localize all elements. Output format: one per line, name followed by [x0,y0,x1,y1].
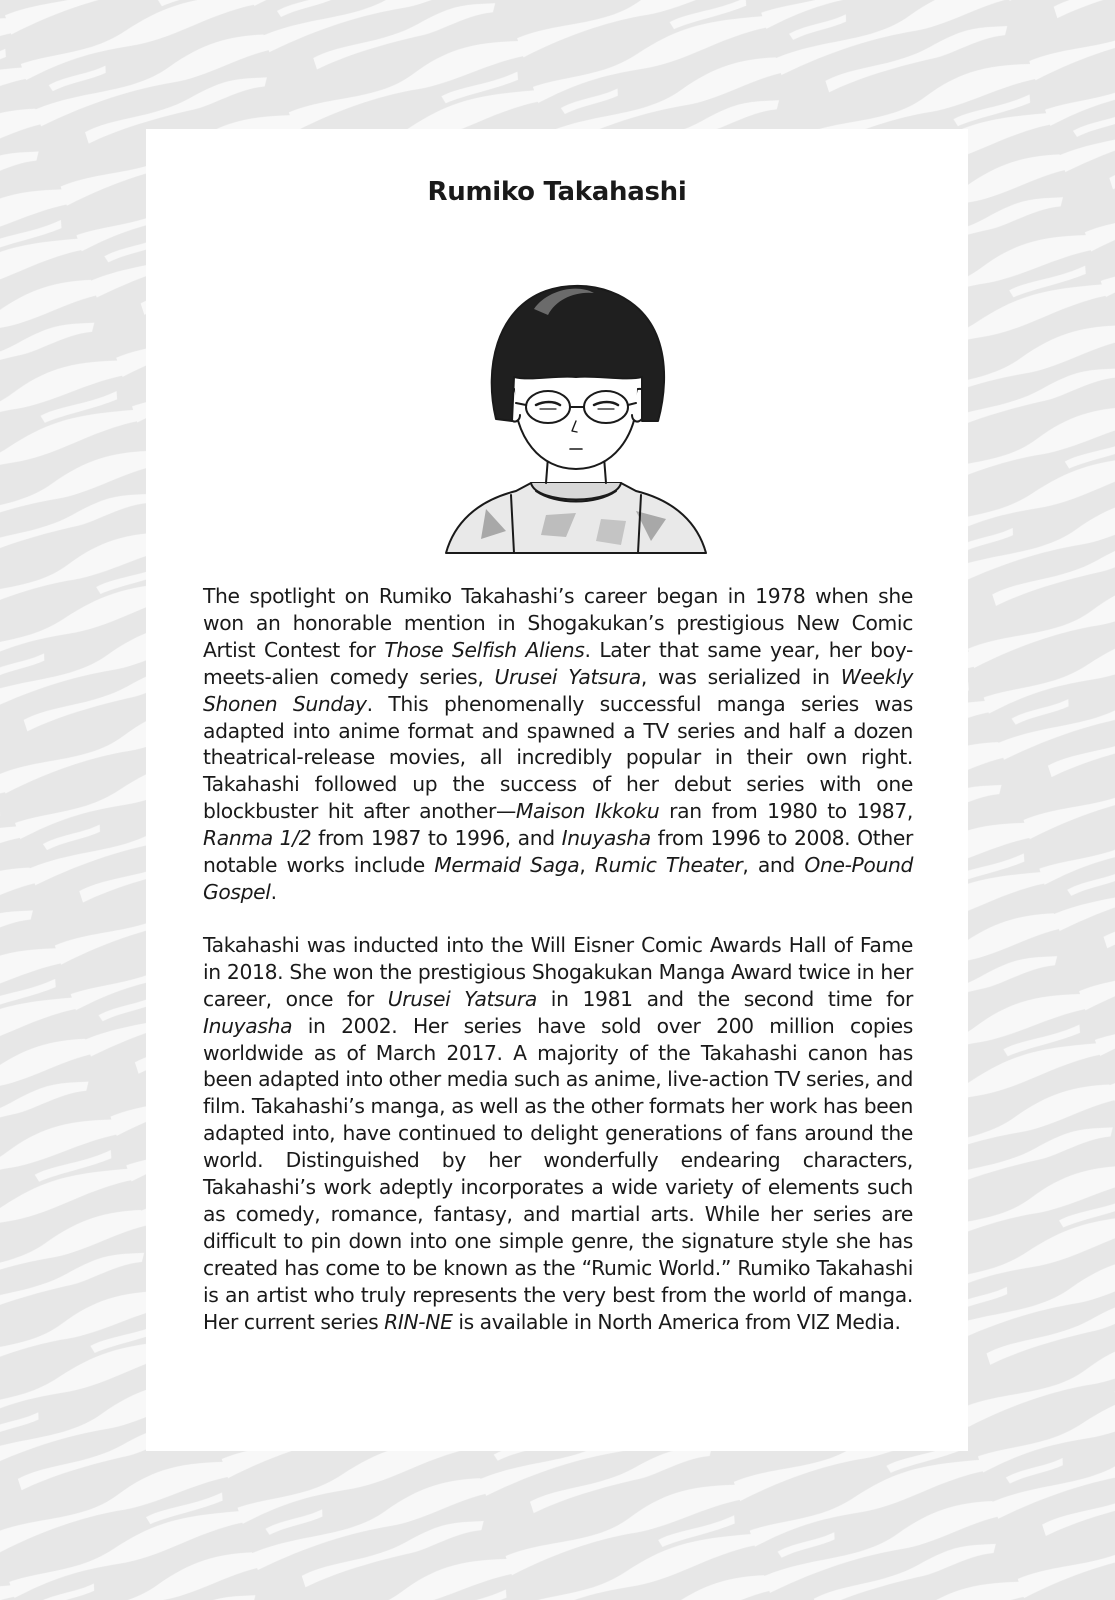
bio-text-run: is available in North America from VIZ Media. [452,1309,901,1334]
bio-text-run: , [579,853,595,878]
work-title: Rumic Theater [594,853,743,878]
bio-text-run: The spotlight on Rumiko Takahashi’s career began in 1978 when she won an honorable mention in Shogakukan’s prestigious New Comic Artist Contest for [203,584,913,662]
bio-text-run: Takahashi was inducted into the Will Eisner Comic Awards Hall of Fame in 2018. She won the prestigious Shogakukan Manga Award twice in her career, once for [203,932,913,1011]
work-title: Maison Ikkoku [515,799,660,824]
bio-paragraph-1 [203,583,913,906]
author-portrait-icon [436,269,716,555]
work-title: One-Pound Gospel [203,853,914,904]
bio-text-run: . Later that same year, her boy-meets-alien comedy series, [203,637,913,689]
bio-text-run: from 1987 to 1996, and [311,826,562,851]
work-title: Urusei Yatsura [387,986,537,1011]
bio-text-run: , and [742,853,805,878]
bio-text-run: ran from 1980 to 1987, [659,799,913,824]
work-title: Mermaid Saga [434,853,580,878]
bio-text-run: . This phenomenally successful manga series was adapted into anime format and spawned a TV series and half a dozen theatrical-release movies, all incredibly popular in their own right. Takahashi followed up the success of her debut series with one blockbuster hit after another— [203,691,913,824]
bio-paragraph-2 [203,932,913,1336]
biography-text [203,583,913,1361]
bio-text-run: in 1981 and the second time for [536,986,913,1011]
bio-text-run: in 2002. Her series have sold over 200 million copies worldwide as of March 2017. A majority of the Takahashi canon has been adapted into other media such as anime, live-action TV series, and film. Takahashi’s manga, as well as the other formats her work has been adapted into, have continued to delight generations of fans around the world. Distinguished by her wonderfully endearing characters, Takahashi’s work adeptly incorporates a wide variety of elements such as comedy, romance, fantasy, and martial arts. While her series are difficult to pin down into one simple genre, the signature style she has created has come to be known as the “Rumic World.” Rumiko Takahashi is an artist who truly represents the very best from the world of manga. Her current series [203,1013,913,1334]
work-title: Inuyasha [561,826,651,851]
bio-text-run: . [270,879,277,904]
bio-card [146,129,968,1451]
bio-text-run: , was serialized in [640,664,841,689]
work-title: RIN-NE [384,1309,453,1334]
work-title: Weekly Shonen Sunday [203,664,914,716]
work-title: Ranma 1/2 [203,826,312,851]
page-title: Rumiko Takahashi [427,177,687,207]
work-title: Inuyasha [203,1013,293,1038]
work-title: Urusei Yatsura [494,664,641,689]
bio-text-run: from 1996 to 2008. Other notable works include [203,826,913,878]
work-title: Those Selfish Aliens [384,637,585,662]
